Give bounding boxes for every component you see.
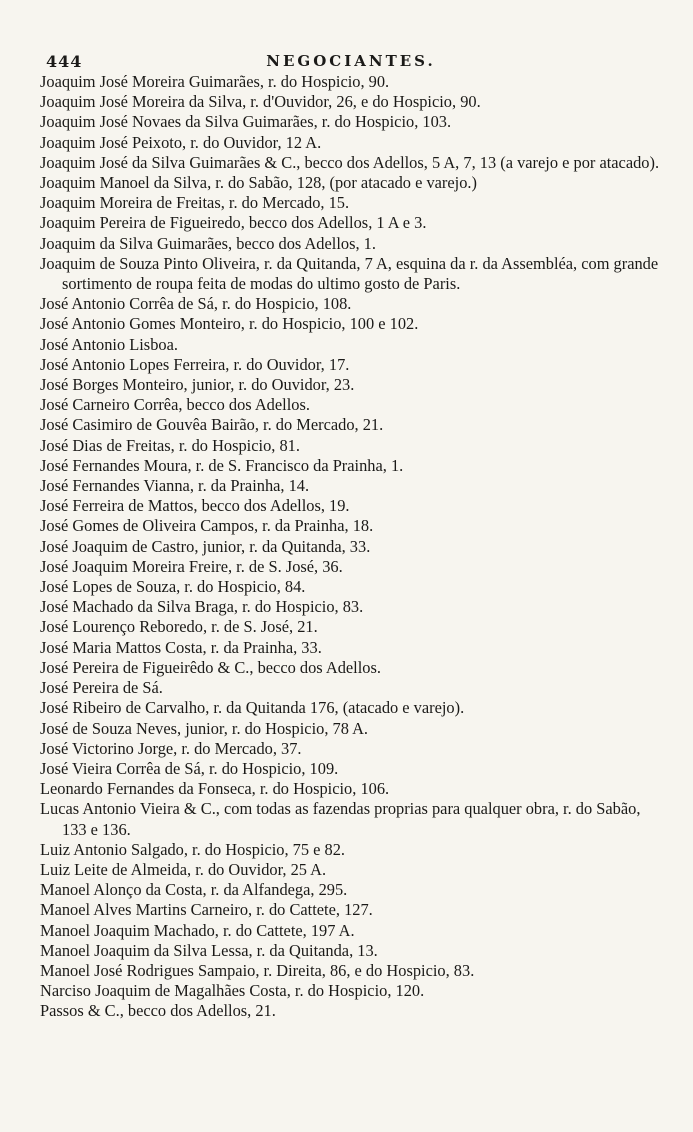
- merchant-entry: José de Souza Neves, junior, r. do Hospicio, 78 A.: [40, 718, 369, 738]
- merchant-entry: Manoel Alonço da Costa, r. da Alfandega, 295.: [40, 880, 348, 900]
- merchant-entry: José Ferreira de Mattos, becco dos Adellos, 19.: [40, 496, 350, 516]
- merchant-entry: José Antonio Lisboa.: [40, 334, 178, 354]
- merchant-entry: Joaquim José Peixoto, r. do Ouvidor, 12 A.: [40, 132, 322, 152]
- merchant-entry: Manoel Joaquim da Silva Lessa, r. da Quitanda, 13.: [40, 940, 378, 960]
- merchant-entry: José Fernandes Vianna, r. da Prainha, 14.: [40, 476, 310, 496]
- merchant-entry: José Casimiro de Gouvêa Bairão, r. do Mercado, 21.: [40, 415, 384, 435]
- merchant-entry: José Borges Monteiro, junior, r. do Ouvidor, 23.: [40, 375, 355, 395]
- merchant-entry: Passos & C., becco dos Adellos, 21.: [40, 1001, 276, 1021]
- merchant-entry: José Victorino Jorge, r. do Mercado, 37.: [40, 738, 302, 758]
- merchant-entry: Joaquim da Silva Guimarães, becco dos Adellos, 1.: [40, 233, 376, 253]
- merchant-entry: José Vieira Corrêa de Sá, r. do Hospicio, 109.: [40, 758, 339, 778]
- merchant-entry: Luiz Leite de Almeida, r. do Ouvidor, 25 A.: [40, 859, 327, 879]
- merchant-entry: José Joaquim de Castro, junior, r. da Quitanda, 33.: [40, 536, 371, 556]
- merchant-entry: Joaquim José Moreira Guimarães, r. do Hospicio, 90.: [40, 72, 390, 91]
- merchant-entry: José Antonio Corrêa de Sá, r. do Hospicio, 108.: [40, 294, 352, 314]
- merchant-entry: Manoel Alves Martins Carneiro, r. do Cattete, 127.: [40, 900, 373, 920]
- merchant-entry: José Joaquim Moreira Freire, r. de S. José, 36.: [40, 556, 343, 576]
- merchant-entry: José Ribeiro de Carvalho, r. da Quitanda 176, (atacado e varejo).: [40, 698, 465, 718]
- merchant-entry: Luiz Antonio Salgado, r. do Hospicio, 75 e 82.: [40, 839, 346, 859]
- merchant-entry: Narciso Joaquim de Magalhães Costa, r. do Hospicio, 120.: [40, 981, 425, 1001]
- merchant-entry: José Antonio Gomes Monteiro, r. do Hospicio, 100 e 102.: [40, 314, 419, 334]
- merchant-entry: Joaquim José Moreira da Silva, r. d'Ouvidor, 26, e do Hospicio, 90.: [40, 92, 481, 112]
- merchant-entry: José Antonio Lopes Ferreira, r. do Ouvidor, 17.: [40, 354, 350, 374]
- merchant-entry: José Maria Mattos Costa, r. da Prainha, 33.: [40, 637, 322, 657]
- merchant-list: [40, 72, 665, 1022]
- merchant-entry: José Gomes de Oliveira Campos, r. da Prainha, 18.: [40, 516, 374, 536]
- merchant-entry: Joaquim Moreira de Freitas, r. do Mercado, 15.: [40, 193, 350, 213]
- merchant-entry: José Fernandes Moura, r. de S. Francisco da Prainha, 1.: [40, 455, 404, 475]
- merchant-entry: Joaquim José Novaes da Silva Guimarães, r. do Hospicio, 103.: [40, 112, 452, 132]
- merchant-entry: José Lourenço Reboredo, r. de S. José, 21.: [40, 617, 318, 637]
- page-number: 444: [46, 52, 83, 71]
- merchant-entry: Lucas Antonio Vieira & C., com todas as fazendas proprias para qualquer obra, r. do Sabão, 133 e 136.: [40, 799, 641, 839]
- merchant-entry: Joaquim Manoel da Silva, r. do Sabão, 128, (por atacado e varejo.): [40, 173, 477, 193]
- page-header: [46, 52, 656, 74]
- merchant-entry: Joaquim José da Silva Guimarães & C., becco dos Adellos, 5 A, 7, 13 (a varejo e por atacado).: [40, 152, 660, 172]
- merchant-entry: José Pereira de Figueirêdo & C., becco dos Adellos.: [40, 657, 381, 677]
- merchant-entry: José Dias de Freitas, r. do Hospicio, 81.: [40, 435, 300, 455]
- merchant-entry: Manoel José Rodrigues Sampaio, r. Direita, 86, e do Hospicio, 83.: [40, 960, 475, 980]
- merchant-entry: José Lopes de Souza, r. do Hospicio, 84.: [40, 577, 306, 597]
- merchant-entry: Joaquim Pereira de Figueiredo, becco dos Adellos, 1 A e 3.: [40, 213, 427, 233]
- merchant-entry: Leonardo Fernandes da Fonseca, r. do Hospicio, 106.: [40, 779, 390, 799]
- merchant-entry: José Machado da Silva Braga, r. do Hospicio, 83.: [40, 597, 364, 617]
- page-title: NEGOCIANTES.: [266, 52, 436, 70]
- merchant-entry: Manoel Joaquim Machado, r. do Cattete, 197 A.: [40, 920, 355, 940]
- merchant-entry: Joaquim de Souza Pinto Oliveira, r. da Quitanda, 7 A, esquina da r. da Assembléa, com grande sortimento de roupa feita de modas do ultimo gosto de Paris.: [40, 253, 659, 294]
- merchant-entry: José Pereira de Sá.: [40, 678, 163, 698]
- merchant-entry: José Carneiro Corrêa, becco dos Adellos.: [40, 395, 310, 415]
